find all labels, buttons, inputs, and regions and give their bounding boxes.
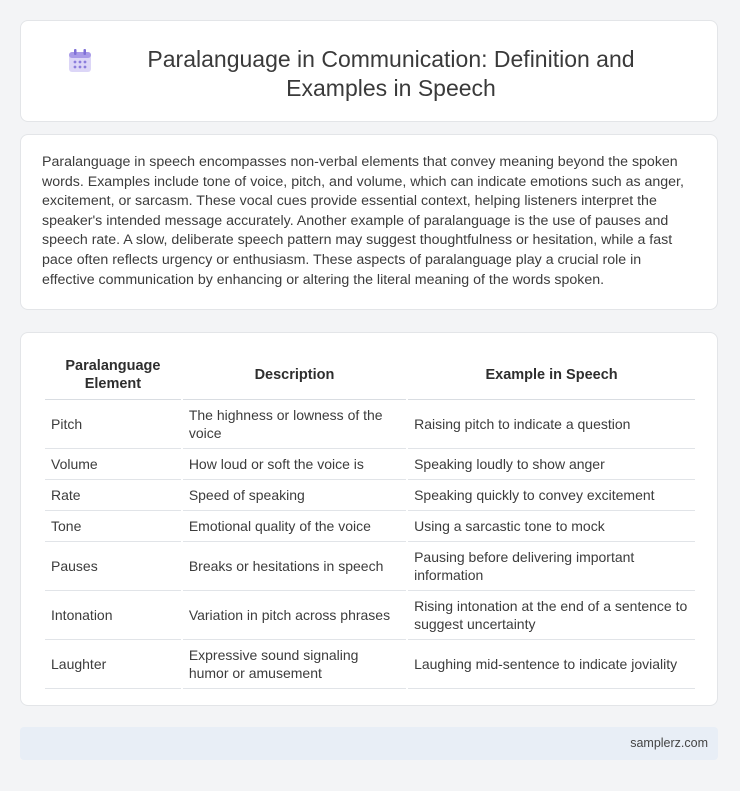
footer-bar [20,727,718,760]
table-row [45,591,695,640]
page-title: Paralanguage in Communication: Definition and Examples in Speech [147,46,635,101]
cell-example: Rising intonation at the end of a sentence to suggest uncertainty [408,591,695,640]
cell-element: Pauses [45,542,181,591]
cell-element: Pitch [45,400,181,449]
footer-site-link[interactable]: samplerz.com [630,736,708,750]
table-card [20,332,718,706]
column-header-description: Description [183,351,406,400]
cell-description: The highness or lowness of the voice [183,400,406,449]
table-row [45,511,695,542]
table-row [45,640,695,689]
cell-element: Volume [45,449,181,480]
cell-example: Speaking loudly to show anger [408,449,695,480]
cell-description: How loud or soft the voice is [183,449,406,480]
cell-example: Using a sarcastic tone to mock [408,511,695,542]
cell-description: Speed of speaking [183,480,406,511]
cell-element: Laughter [45,640,181,689]
cell-description: Emotional quality of the voice [183,511,406,542]
cell-element: Intonation [45,591,181,640]
cell-description: Expressive sound signaling humor or amusement [183,640,406,689]
cell-element: Rate [45,480,181,511]
column-header-example: Example in Speech [408,351,695,400]
cell-description: Variation in pitch across phrases [183,591,406,640]
calendar-icon [67,48,93,74]
intro-card [20,134,718,310]
cell-description: Breaks or hesitations in speech [183,542,406,591]
column-header-element: Paralanguage Element [45,351,181,400]
intro-paragraph: Paralanguage in speech encompasses non-verbal elements that convey meaning beyond the spoken words. Examples include tone of voice, pitch, and volume, which can indicate emotions such as anger, excitement, or sarcasm. These vocal cues provide essential context, helping listeners interpret the speaker's intended message accurately. Another example of paralanguage is the use of pauses and speech rate. A slow, deliberate speech pattern may suggest thoughtfulness or hesitation, while a fast pace often reflects urgency or enthusiasm. These aspects of paralanguage play a crucial role in effective communication by enhancing or altering the literal meaning of the words spoken. [42,154,684,288]
table-row [45,480,695,511]
cell-example: Raising pitch to indicate a question [408,400,695,449]
paralanguage-table [43,351,697,689]
cell-element: Tone [45,511,181,542]
cell-example: Laughing mid-sentence to indicate joviality [408,640,695,689]
header-card [20,20,718,122]
table-header-row [45,351,695,400]
table-row [45,449,695,480]
cell-example: Pausing before delivering important information [408,542,695,591]
cell-example: Speaking quickly to convey excitement [408,480,695,511]
title-row [21,21,717,103]
table-row [45,542,695,591]
table-row [45,400,695,449]
